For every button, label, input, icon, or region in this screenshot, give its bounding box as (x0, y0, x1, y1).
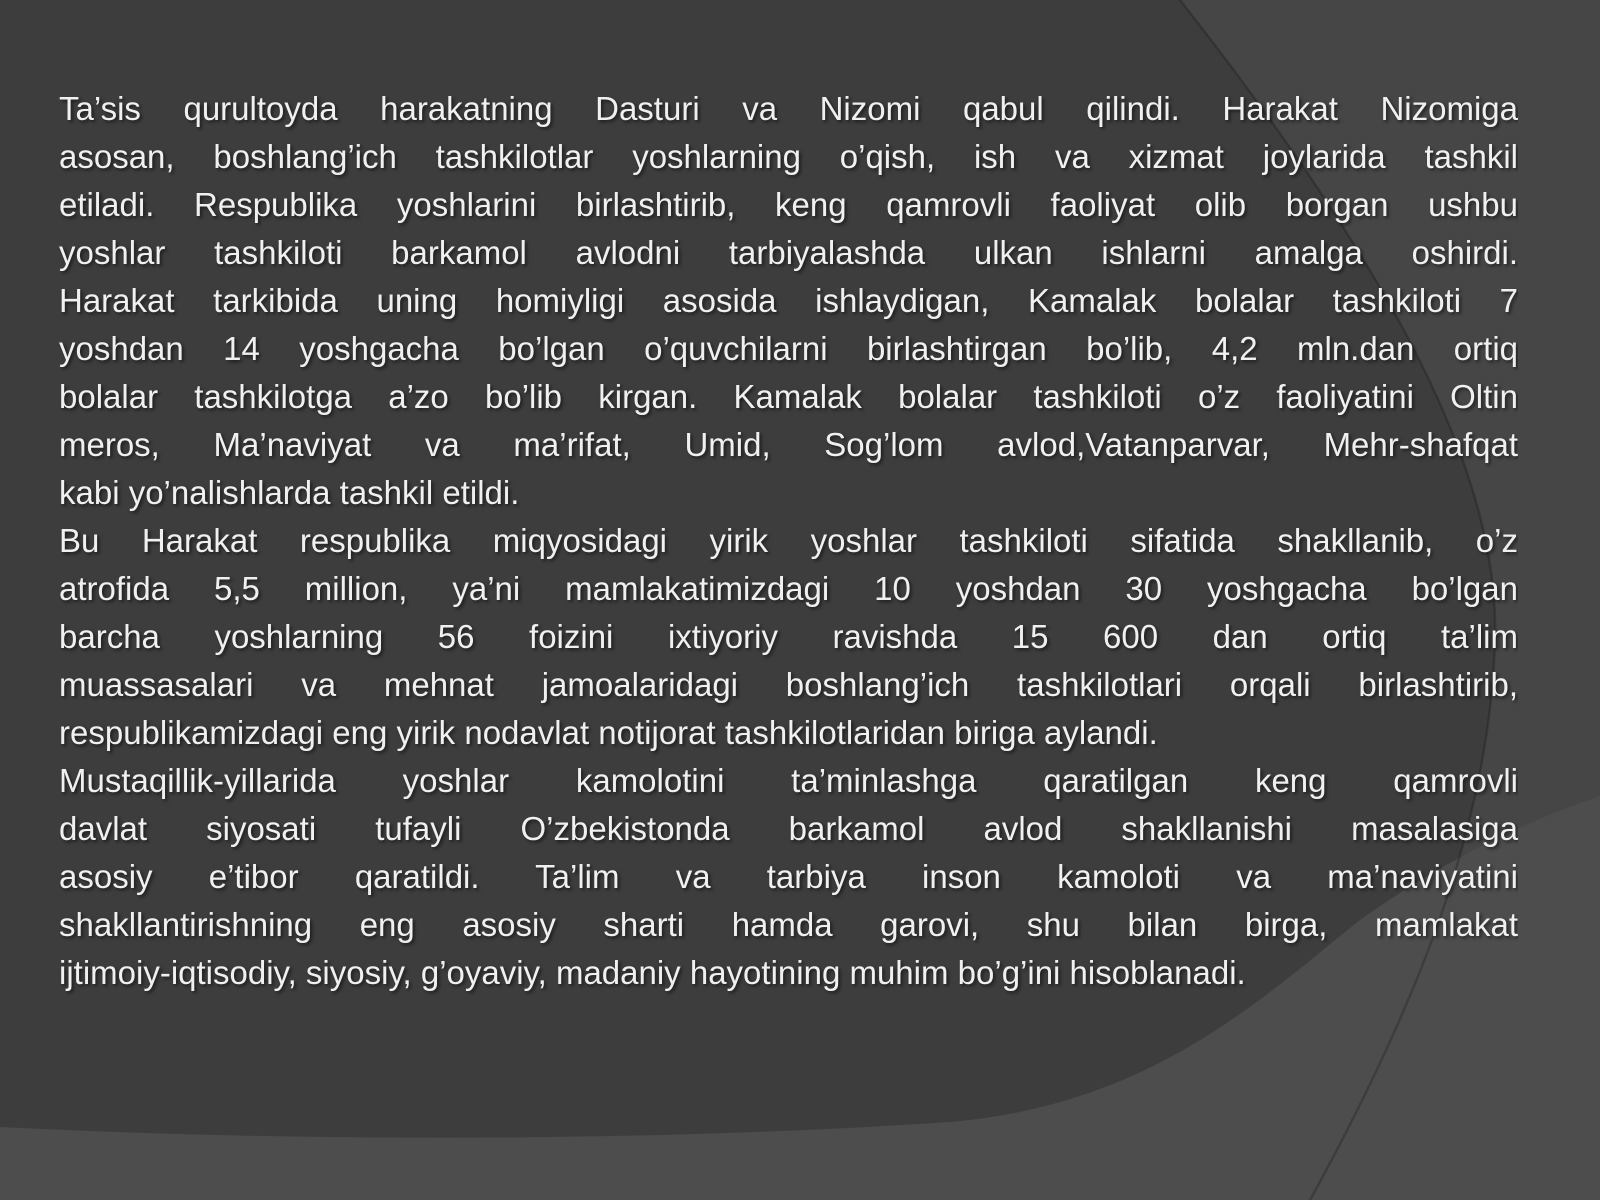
body-text (59, 85, 1518, 997)
text-line: kabi yo’nalishlarda tashkil etildi. (59, 474, 520, 511)
text-line: Harakat tarkibida uning homiyligi asosida ishlaydigan, Kamalak bolalar tashkiloti 7 (59, 282, 1518, 319)
text-line: shakllantirishning eng asosiy sharti hamda garovi, shu bilan birga, mamlakat (59, 906, 1518, 943)
text-line: atrofida 5,5 million, ya’ni mamlakatimizdagi 10 yoshdan 30 yoshgacha bo’lgan (59, 570, 1518, 607)
text-line: barcha yoshlarning 56 foizini ixtiyoriy ravishda 15 600 dan ortiq ta’lim (59, 618, 1518, 655)
text-line: davlat siyosati tufayli O’zbekistonda barkamol avlod shakllanishi masalasiga (59, 810, 1518, 847)
text-line: Mustaqillik-yillarida yoshlar kamolotini ta’minlashga qaratilgan keng qamrovli (59, 762, 1518, 799)
text-line: etiladi. Respublika yoshlarini birlashtirib, keng qamrovli faoliyat olib borgan ushbu (59, 186, 1518, 223)
paragraph (59, 517, 1518, 757)
text-line: ijtimoiy-iqtisodiy, siyosiy, g’oyaviy, madaniy hayotining muhim bo’g’ini hisoblanadi. (59, 954, 1246, 991)
text-line: asosiy e’tibor qaratildi. Ta’lim va tarbiya inson kamoloti va ma’naviyatini (59, 858, 1518, 895)
text-line: respublikamizdagi eng yirik nodavlat notijorat tashkilotlaridan biriga aylandi. (59, 714, 1158, 751)
text-line: bolalar tashkilotga a’zo bo’lib kirgan. Kamalak bolalar tashkiloti o’z faoliyatini Oltin (59, 378, 1518, 415)
text-line: muassasalari va mehnat jamoalaridagi boshlang’ich tashkilotlari orqali birlashtirib, (59, 666, 1518, 703)
paragraph (59, 85, 1518, 517)
text-line: meros, Ma’naviyat va ma’rifat, Umid, Sog’lom avlod,Vatanparvar, Mehr-shafqat (59, 426, 1518, 463)
text-line: yoshdan 14 yoshgacha bo’lgan o’quvchilarni birlashtirgan bo’lib, 4,2 mln.dan ortiq (59, 330, 1518, 367)
text-line: Ta’sis qurultoyda harakatning Dasturi va Nizomi qabul qilindi. Harakat Nizomiga (59, 90, 1518, 127)
text-line: yoshlar tashkiloti barkamol avlodni tarbiyalashda ulkan ishlarni amalga oshirdi. (59, 234, 1518, 271)
text-line: Bu Harakat respublika miqyosidagi yirik yoshlar tashkiloti sifatida shakllanib, o’z (59, 522, 1518, 559)
text-line: asosan, boshlang’ich tashkilotlar yoshlarning o’qish, ish va xizmat joylarida tashkil (59, 138, 1518, 175)
paragraph (59, 757, 1518, 997)
